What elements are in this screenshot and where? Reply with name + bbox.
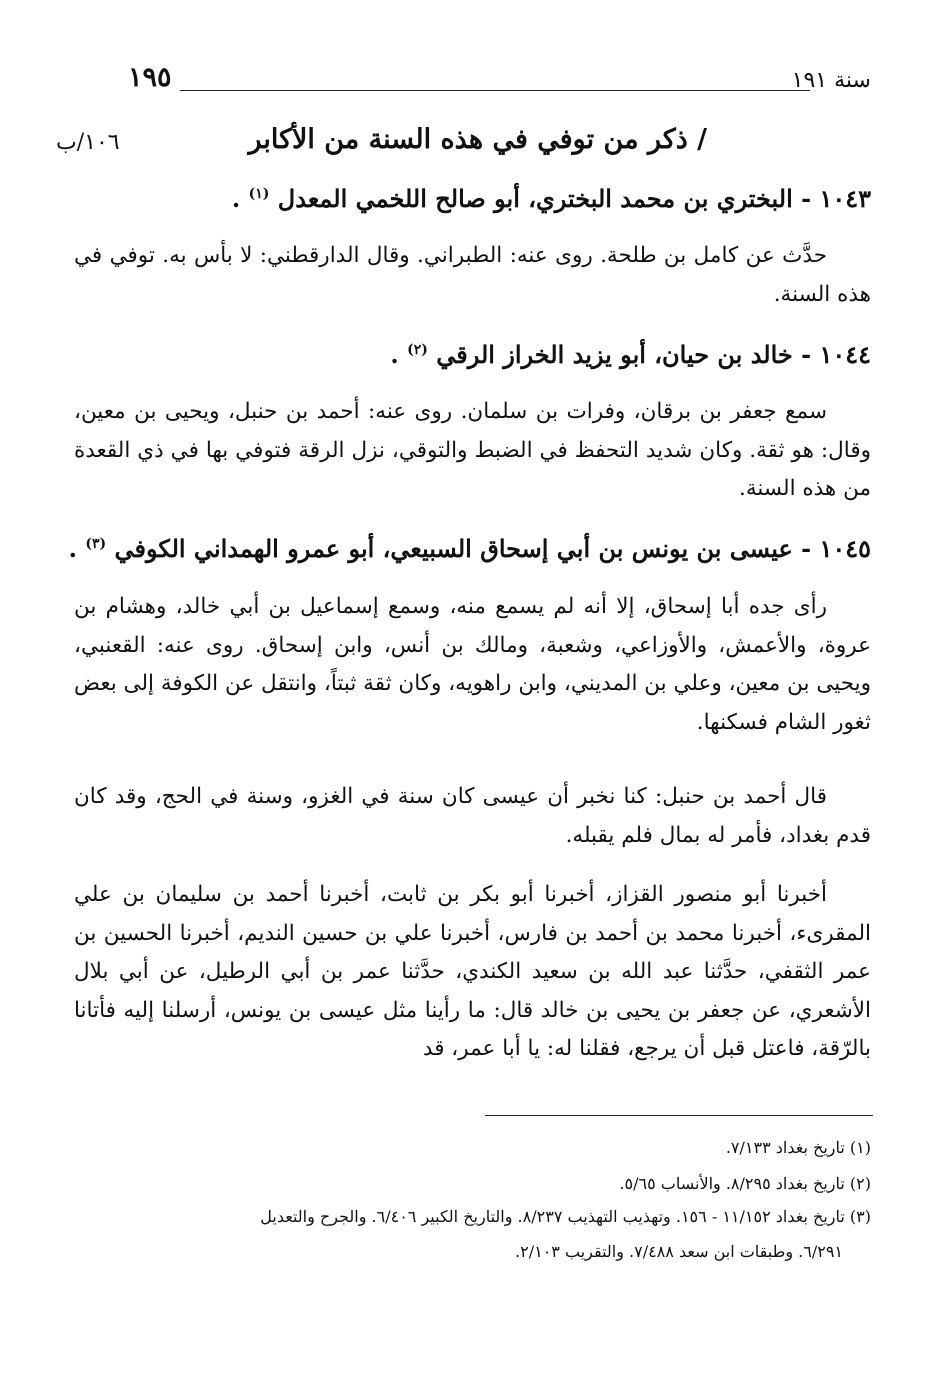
entry-paragraph: سمع جعفر بن برقان، وفرات بن سلمان. روى عنه: أحمد بن حنبل، ويحيى بن معين، وقال: هو ثقة. وكان شديد التحفظ في الضبط والتوقي، نزل الرقة فتوفي بها في ذي القعدة من هذه السنة. <box>74 399 871 501</box>
entry-heading-text: ١٠٤٣ - البختري بن محمد البختري، أبو صالح اللخمي المعدل <box>277 184 871 213</box>
footnote: ٦/٢٩١. وطبقات ابن سعد ٧/٤٨٨. والتقريب ٢/١٠٣. <box>515 1242 843 1261</box>
entry-paragraph: رأى جده أبا إسحاق، إلا أنه لم يسمع منه، وسمع إسماعيل بن أبي خالد، وهشام بن عروة، والأعمش، والأوزاعي، وشعبة، ومالك بن أنس، وابن إسحاق. روى عنه: القعنبي، ويحيى بن معين، وعلي بن المديني، وابن راهويه، وكان ثقة ثبتاً، وانتقل عن الكوفة إلى بعض ثغور الشام فسكنها. <box>74 594 871 735</box>
header-rule <box>180 90 810 91</box>
footnote-rule <box>485 1115 873 1116</box>
footnote: (٢) تاريخ بغداد ٨/٢٩٥. والأنساب ٥/٦٥. <box>619 1174 871 1193</box>
running-title: سنة ١٩١ <box>791 68 871 93</box>
entry-heading-text: ١٠٤٥ - عيسى بن يونس بن أبي إسحاق السبيعي، أبو عمرو الهمداني الكوفي <box>114 534 871 563</box>
footnote: (٣) تاريخ بغداد ١١/١٥٢ - ١٥٦. وتهذيب التهذيب ٨/٢٣٧. والتاريخ الكبير ٦/٤٠٦. والجرح والتعديل <box>260 1207 871 1226</box>
entry-heading <box>140 184 871 213</box>
footnote-ref: (٢) <box>407 342 428 358</box>
heading-end: . <box>68 534 77 563</box>
entry-heading-text: ١٠٤٤ - خالد بن حيان، أبو يزيد الخراز الرقي <box>436 340 871 369</box>
entry-heading <box>68 534 871 563</box>
footnote: (١) تاريخ بغداد ٧/١٣٣. <box>725 1138 871 1157</box>
entry-paragraph: قال أحمد بن حنبل: كنا نخبر أن عيسى كان سنة في الغزو، وسنة في الحج، وقد كان قدم بغداد، فأمر له بمال فلم يقبله. <box>74 784 871 848</box>
footnote-ref: (٣) <box>85 536 107 552</box>
footnote-ref: (١) <box>248 186 270 202</box>
entry-paragraph: حدَّث عن كامل بن طلحة. روى عنه: الطبراني. وقال الدارقطني: لا بأس به. توفي في هذه السنة. <box>74 243 871 307</box>
section-title: / ذكر من توفي في هذه السنة من الأكابر <box>248 124 707 155</box>
heading-end: . <box>390 340 399 369</box>
entry-heading <box>140 340 871 369</box>
folio-marker: ١٠٦/ب <box>56 130 120 155</box>
page-number: ١٩٥ <box>128 62 172 93</box>
entry-paragraph: أخبرنا أبو منصور القزاز، أخبرنا أبو بكر بن ثابت، أخبرنا أحمد بن سليمان بن علي المقرىء، أخبرنا محمد بن أحمد بن فارس، أخبرنا علي بن حسين النديم، أخبرنا الحسين بن عمر الثقفي، حدَّثنا عبد الله بن سعيد الكندي، حدَّثنا عمر بن أبي الرطيل، عن أبي بلال الأشعري، عن جعفر بن يحيى بن خالد قال: ما رأينا مثل عيسى بن يونس، أرسلنا إليه فأتانا بالرّقة، فاعتل قبل أن يرجع، فقلنا له: يا أبا عمر، قد <box>74 882 871 1061</box>
heading-end: . <box>231 184 241 213</box>
